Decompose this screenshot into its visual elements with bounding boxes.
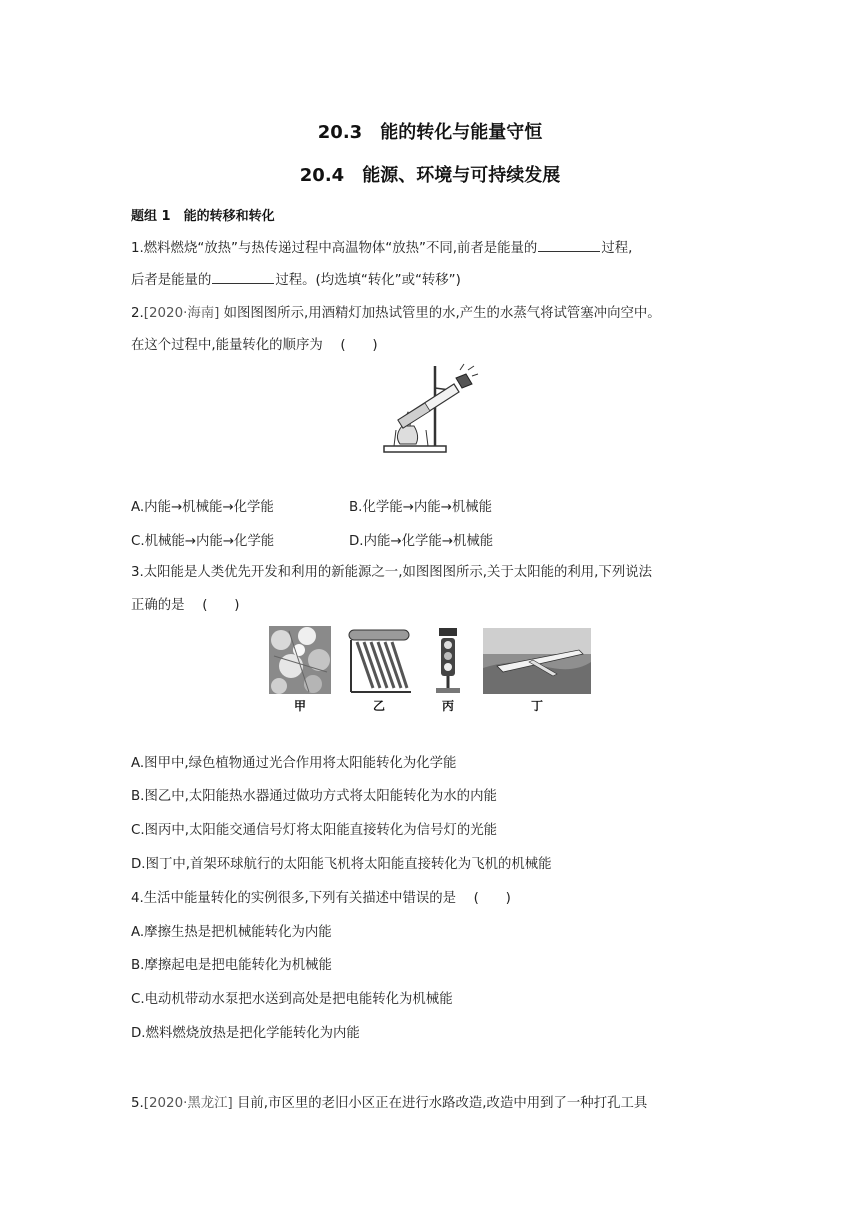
q5-stem: 目前,市区里的老旧小区正在进行水路改造,改造中用到了一种打孔工具 xyxy=(237,1096,648,1111)
q3-option-d[interactable]: D.图丁中,首架环球航行的太阳能飞机将太阳能直接转化为飞机的机械能 xyxy=(131,857,552,872)
q2-option-c[interactable]: C.机械能→内能→化学能 xyxy=(131,534,275,549)
q5-line1 xyxy=(131,1095,647,1113)
q1-blank1 xyxy=(538,239,600,252)
q2-number: 2. xyxy=(131,306,144,321)
q4-option-d[interactable]: D.燃料燃烧放热是把化学能转化为内能 xyxy=(131,1026,360,1041)
q1-text-c: 后者是能量的 xyxy=(131,273,212,288)
plant-leaves-figure xyxy=(269,626,331,694)
q2-line1 xyxy=(131,305,661,323)
q3-option-c[interactable]: C.图丙中,太阳能交通信号灯将太阳能直接转化为信号灯的光能 xyxy=(131,823,498,838)
q2-option-d[interactable]: D.内能→化学能→机械能 xyxy=(349,534,494,549)
caption-yi: 乙 xyxy=(372,699,385,713)
q1-text-a: 1.燃料燃烧“放热”与热传递过程中高温物体“放热”不同,前者是能量的 xyxy=(131,241,538,256)
q2-line2: 在这个过程中,能量转化的顺序为 ( ) xyxy=(131,338,378,353)
q2-stem: 如图图图所示,用酒精灯加热试管里的水,产生的水蒸气将试管塞冲向空中。 xyxy=(223,306,661,321)
q5-source: [2020·黑龙江] xyxy=(143,1096,233,1111)
q2-option-a[interactable]: A.内能→机械能→化学能 xyxy=(131,500,274,515)
q3-option-a[interactable]: A.图甲中,绿色植物通过光合作用将太阳能转化为化学能 xyxy=(131,756,457,771)
solar-airplane-figure xyxy=(483,628,591,694)
q4-option-b[interactable]: B.摩擦起电是把电能转化为机械能 xyxy=(131,958,332,973)
q3-line2: 正确的是 ( ) xyxy=(131,598,240,613)
q1-line2 xyxy=(131,271,461,290)
q2-option-b[interactable]: B.化学能→内能→机械能 xyxy=(349,500,493,515)
title-section-20-4: 20.4 能源、环境与可持续发展 xyxy=(299,165,561,186)
group-heading: 题组 1 能的转移和转化 xyxy=(131,209,275,224)
q4-stem: 4.生活中能量转化的实例很多,下列有关描述中错误的是 ( ) xyxy=(131,891,511,906)
caption-bing: 丙 xyxy=(441,699,454,713)
title-section-20-3: 20.3 能的转化与能量守恒 xyxy=(317,122,543,143)
q4-option-c[interactable]: C.电动机带动水泵把水送到高处是把电能转化为机械能 xyxy=(131,992,453,1007)
q1-line1 xyxy=(131,239,632,258)
q1-blank2 xyxy=(212,271,274,284)
q3-option-b[interactable]: B.图乙中,太阳能热水器通过做功方式将太阳能转化为水的内能 xyxy=(131,789,497,804)
caption-ding: 丁 xyxy=(530,699,543,713)
q1-text-d: 过程。(均选填“转化”或“转移”) xyxy=(275,273,461,288)
alcohol-lamp-apparatus-figure xyxy=(380,362,480,456)
solar-traffic-light-figure xyxy=(433,626,463,694)
q1-text-b: 过程, xyxy=(601,241,633,256)
q3-line1: 3.太阳能是人类优先开发和利用的新能源之一,如图图图所示,关于太阳能的利用,下列说法 xyxy=(131,565,652,580)
q2-source: [2020·海南] xyxy=(143,306,220,321)
q4-option-a[interactable]: A.摩擦生热是把机械能转化为内能 xyxy=(131,925,332,940)
caption-jia: 甲 xyxy=(293,699,306,713)
solar-water-heater-figure xyxy=(343,626,415,694)
q5-number: 5. xyxy=(131,1096,144,1111)
